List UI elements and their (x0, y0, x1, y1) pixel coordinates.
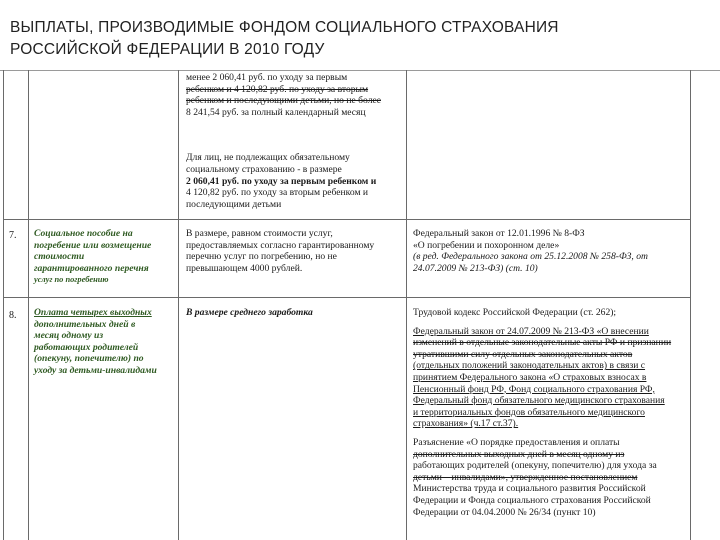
row7-benefit-line-1: Социальное пособие на (34, 228, 133, 239)
table-border-right (690, 70, 691, 540)
row8-law3-line-1: Разъяснение «О порядке предоставления и оплаты (413, 436, 620, 448)
column-divider-number (28, 70, 29, 540)
row8-law3-line-7: Федерации от 04.04.2000 № 26/34 (пункт 10) (413, 506, 596, 518)
row7-law-line-2: «О погребении и похоронном деле» (413, 239, 560, 251)
row7-law (413, 228, 688, 274)
row8-benefit-line-2: дополнительных дней в (34, 318, 136, 330)
row8-benefit-line-5: (опекуну, попечителю) по (34, 353, 144, 365)
row7-law-line-4: 24.07.2009 № 213-ФЗ) (ст. 10) (413, 262, 538, 274)
slide-title (10, 17, 650, 61)
row8-law2-line-6: Пенсионный фонд РФ, Фонд социального страхования РФ, (413, 383, 655, 395)
slide-header (0, 0, 720, 71)
row7-benefit-line-4: гарантированного перечня (34, 262, 149, 274)
row8-law (413, 307, 688, 518)
row8-law2-line-1: Федеральный закон от 24.07.2009 № 213-ФЗ «О внесении (413, 325, 649, 337)
row-number-7: 7. (9, 230, 17, 241)
row7-law-line-1: Федеральный закон от 12.01.1996 № 8-ФЗ (413, 228, 585, 239)
column-divider-amount (406, 70, 407, 540)
row8-law3-line-4: детьми – инвалидами», утвержденное постановлением (413, 471, 638, 483)
row-divider-7 (3, 219, 691, 220)
row8-amount: В размере среднего заработка (186, 307, 313, 318)
no-insurance-line-3: 2 060,41 руб. по уходу за первым ребенком и (186, 175, 377, 187)
row8-law2-line-9: страхования» (ч.17 ст.37). (413, 418, 519, 430)
row-number-8: 8. (9, 310, 17, 321)
row7-benefit-line-3: стоимости (34, 251, 85, 263)
row8-law3-line-3: работающих родителей (опекуну, попечителю) для ухода за (413, 460, 657, 472)
row8-law2-line-4: (отдельных положений законодательных актов) в связи с (413, 360, 646, 372)
amount-cell-prev-row (186, 72, 404, 210)
benefits-table (0, 70, 720, 540)
row8-benefit (34, 307, 176, 377)
column-divider-benefit (178, 70, 179, 540)
row-divider-8 (3, 297, 691, 298)
row7-amount-line-3: перечню услуг по погребению, но не (186, 251, 337, 263)
row8-law3-line-5: Министерства труда и социального развития Российской (413, 483, 646, 495)
no-insurance-line-5: последующими детьми (186, 198, 282, 210)
title-line-2: РОССИЙСКОЙ ФЕДЕРАЦИИ В 2010 ГОДУ (10, 41, 325, 58)
row8-law3-line-2: дополнительных выходных дней в месяц одному из (413, 448, 625, 460)
table-border-left (3, 70, 4, 540)
top-line-4: 8 241,54 руб. за полный календарный месяц (186, 106, 366, 118)
row7-benefit-line-2: погребение или возмещение (34, 239, 152, 251)
row7-amount-line-4: превышающем 4000 рублей. (186, 262, 303, 274)
top-line-1: менее 2 060,41 руб. по уходу за первым (186, 72, 348, 83)
row7-amount-line-1: В размере, равном стоимости услуг, (186, 228, 333, 239)
row8-benefit-line-6: уходу за детьми-инвалидами (34, 364, 157, 376)
no-insurance-line-4: 4 120,82 руб. по уходу за вторым ребенком и (186, 187, 369, 199)
row8-benefit-line-4: работающих родителей (34, 341, 139, 353)
row7-benefit (34, 228, 176, 286)
row7-law-line-3: (в ред. Федерального закона от 25.12.2008 № 258-ФЗ, от (413, 251, 648, 263)
row8-law-1: Трудовой кодекс Российской Федерации (ст. 262); (413, 307, 617, 318)
no-insurance-line-1: Для лиц, не подлежащих обязательному (186, 152, 350, 164)
row8-law2-line-5: принятием Федерального закона «О страховых взносах в (413, 371, 647, 383)
row7-amount (186, 228, 404, 274)
top-line-3: ребенком и последующими детьми, но не более (186, 95, 381, 107)
top-line-2: ребенком и 4 120,82 руб. по уходу за вторым (186, 83, 369, 95)
row8-law2-line-2: изменений в отдельные законодательные акты РФ и признании (413, 337, 672, 349)
row7-benefit-line-5: услуг по погребению (34, 275, 109, 285)
row8-law2-line-8: и территориальных фондов обязательного медицинского (413, 406, 645, 418)
row7-amount-line-2: предоставляемых согласно гарантированному (186, 239, 375, 251)
row8-benefit-line-1: Оплата четырех выходных (34, 307, 152, 318)
row8-law3-line-6: Федерации и Фонда социального страхования Российской (413, 494, 651, 506)
no-insurance-line-2: социальному страхованию - в размере (186, 163, 342, 175)
row8-benefit-line-3: месяц одному из (34, 330, 104, 342)
row8-law2-line-7: Федеральный фонд обязательного медицинского страхования (413, 395, 665, 407)
title-line-1: ВЫПЛАТЫ, ПРОИЗВОДИМЫЕ ФОНДОМ СОЦИАЛЬНОГО СТРАХОВАНИЯ (10, 19, 559, 36)
row8-law2-line-3: утратившими силу отдельных законодательных актов (413, 348, 633, 360)
